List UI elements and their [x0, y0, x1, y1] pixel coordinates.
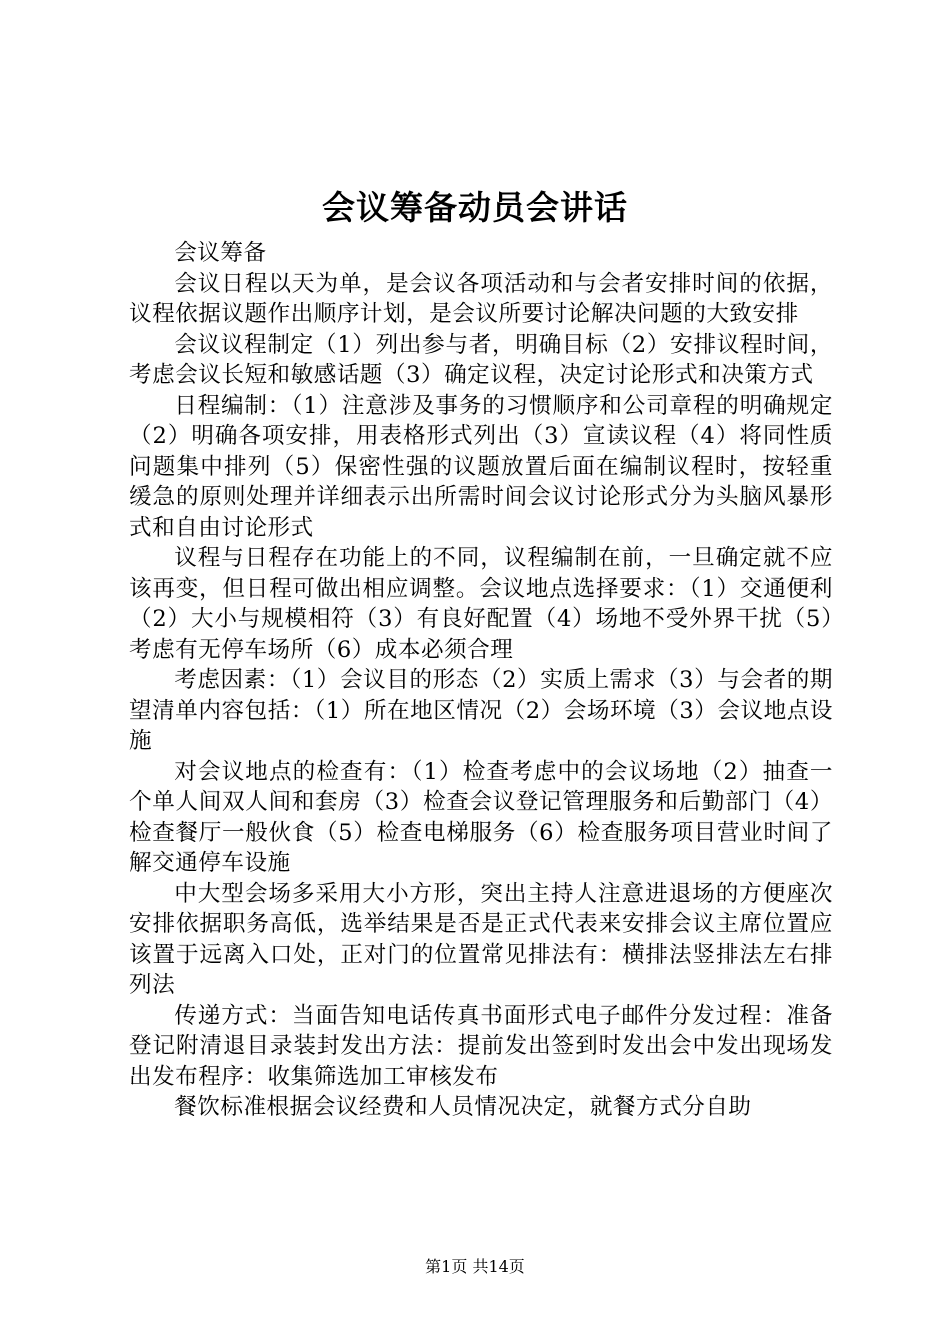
paragraph: 会议筹备: [174, 240, 267, 266]
paragraph: 传递方式：当面告知电话传真书面形式电子邮件分发过程：准备登记附清退目录装封发出方法：提前发出签到时发出会中发出现场发出发布程序：收集筛选加工审核发布: [129, 1002, 833, 1090]
paragraph: 会议日程以天为单，是会议各项活动和与会者安排时间的依据，议程依据议题作出顺序计划，是会议所要讨论解决问题的大致安排: [129, 270, 833, 327]
paragraph: 对会议地点的检查有：（1）检查考虑中的会议场地（2）抽查一个单人间双人间和套房（3）检查会议登记管理服务和后勤部门（4）检查餐厅一般伙食（5）检查电梯服务（6）检查服务项目营业时间了解交通停车设施: [129, 758, 833, 876]
paragraph: 中大型会场多采用大小方形，突出主持人注意进退场的方便座次安排依据职务高低，选举结果是否是正式代表来安排会议主席位置应该置于远离入口处，正对门的位置常见排法有：横排法竖排法左右排列法: [129, 880, 833, 998]
paragraph: 会议议程制定（1）列出参与者，明确目标（2）安排议程时间，考虑会议长短和敏感话题（3）确定议程，决定讨论形式和决策方式: [129, 331, 833, 388]
document-body: [129, 238, 833, 1123]
document-title: 会议筹备动员会讲话: [322, 188, 628, 227]
paragraph: 餐饮标准根据会议经费和人员情况决定，就餐方式分自助: [174, 1094, 752, 1120]
paragraph: 议程与日程存在功能上的不同，议程编制在前，一旦确定就不应该再变，但日程可做出相应调整。会议地点选择要求：（1）交通便利（2）大小与规模相符（3）有良好配置（4）场地不受外界干扰（5）考虑有无停车场所（6）成本必须合理: [129, 545, 833, 663]
page-number-footer: 第1页 共14页: [425, 1257, 525, 1276]
paragraph: 考虑因素：（1）会议目的形态（2）实质上需求（3）与会者的期望清单内容包括：（1）所在地区情况（2）会场环境（3）会议地点设施: [129, 667, 833, 754]
paragraph: 日程编制：（1）注意涉及事务的习惯顺序和公司章程的明确规定（2）明确各项安排，用表格形式列出（3）宣读议程（4）将同性质问题集中排列（5）保密性强的议题放置后面在编制议程时，按轻重缓急的原则处理并详细表示出所需时间会议讨论形式分为头脑风暴形式和自由讨论形式: [129, 392, 833, 541]
